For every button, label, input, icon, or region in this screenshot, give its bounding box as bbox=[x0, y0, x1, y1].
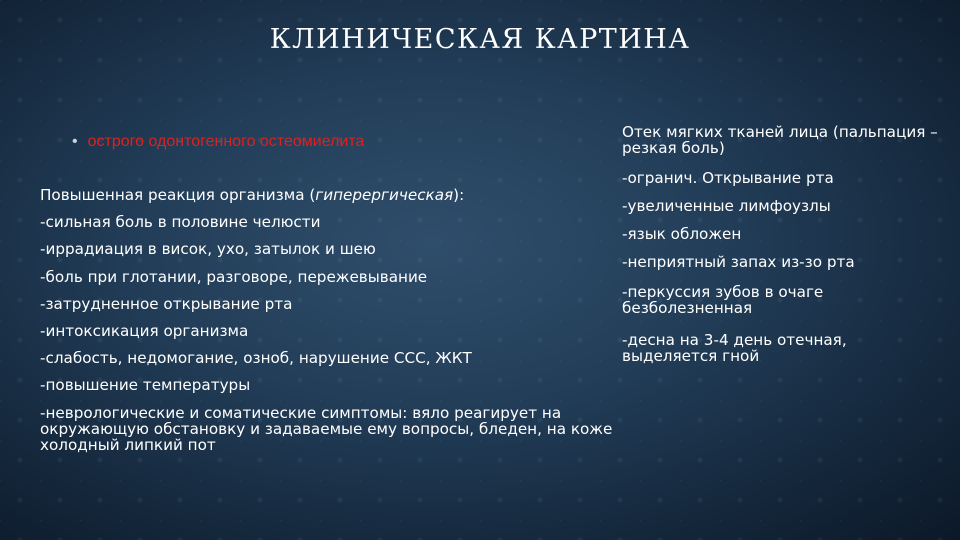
reaction-heading-prefix: Повышенная реакция организма ( bbox=[40, 186, 316, 204]
left-list-item: -боль при глотании, разговоре, пережевывание bbox=[40, 267, 428, 286]
left-list-item: -сильная боль в половине челюсти bbox=[40, 213, 321, 232]
right-list-item: -десна на 3-4 день отечная, выделяется гной bbox=[622, 331, 847, 365]
right-list-item: -перкуссия зубов в очаге безболезненная bbox=[622, 283, 824, 317]
right-list-item: -неприятный запах из-зо рта bbox=[622, 253, 855, 271]
left-list-item: -иррадиация в висок, ухо, затылок и шею bbox=[40, 240, 376, 259]
left-list-item-last: -неврологические и соматические симптомы: вяло реагирует на окружающую обстановку и задаваемые ему вопросы, бледен, на коже холодный липкий пот bbox=[40, 403, 613, 454]
right-list-item: Отек мягких тканей лица (пальпация – резкая боль) bbox=[622, 123, 938, 157]
left-symptom-list bbox=[40, 182, 640, 453]
right-list-item: -огранич. Открывание рта bbox=[622, 169, 834, 187]
left-list-item: -слабость, недомогание, озноб, нарушение ССС, ЖКТ bbox=[40, 349, 472, 368]
reaction-heading-suffix: ): bbox=[453, 186, 465, 204]
left-list-item: -интоксикация организма bbox=[40, 322, 249, 341]
left-list-item: -затрудненное открывание рта bbox=[40, 294, 293, 313]
bullet-heading bbox=[72, 133, 364, 151]
left-list-item: -повышение температуры bbox=[40, 376, 251, 395]
right-list-item: -язык обложен bbox=[622, 225, 742, 243]
right-list-item: -увеличенные лимфоузлы bbox=[622, 197, 831, 215]
slide-title: КЛИНИЧЕСКАЯ КАРТИНА bbox=[269, 24, 691, 55]
reaction-heading-italic: гиперергическая bbox=[315, 186, 454, 204]
reaction-heading bbox=[40, 182, 640, 209]
bullet-icon: • bbox=[72, 133, 78, 150]
bullet-heading-text: острого одонтогенного остеомиелита bbox=[87, 133, 365, 150]
